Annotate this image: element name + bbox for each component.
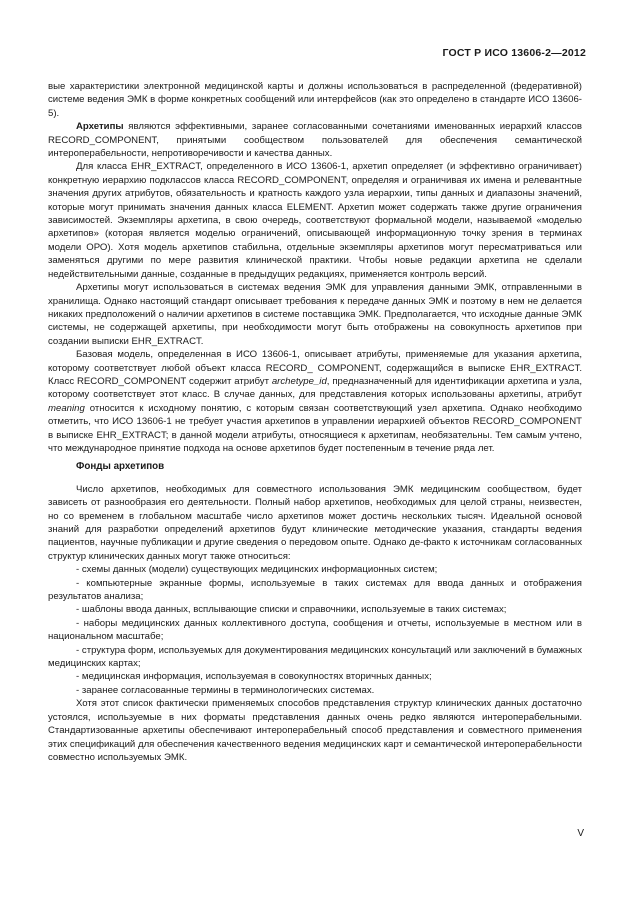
paragraph-conclusion: Хотя этот список фактически применяемых способов представления структур клинических данных достаточно устоялся, используемые в них форматы представления данных очень редко являются интероперабельными. Стандартизованные архетипы обеспечивают интероперабельный способ представления и совместного применения этих спецификаций для обеспечения качественного ведения медицинских карт и семантической интероперабельности совместно используемых ЭМК. [48, 698, 582, 763]
paragraph-text: относится к исходному понятию, с которым связан соответствующий узел архетипа. Однако необходимо отметить, что ИСО 13606-1 не требует участия архетипов в управлении иерархией объектов RECORD_COMPONENT в выписке EHR_EXTRACT; в данной модели атрибуты, относящиеся к архетипам, необязательны. Тем самым учтено, что международное принятие подхода на основе архетипов будет постепенным в течение ряда лет. [48, 402, 582, 454]
paragraph-archetype-usage: Архетипы могут использоваться в системах ведения ЭМК для управления данными ЭМК, отправленными в хранилища. Однако настоящий стандарт описывает требования к передаче данных ЭМК и поэтому в нем не делается никаких предположений о наличии архетипов в системе поставщика ЭМК. Предполагается, что исходные данные ЭМК системы, не содержащей архетипы, при необходимости могут быть отображены на совокупность архетипов при создании выписки EHR_EXTRACT. [48, 282, 582, 347]
paragraph-archetype-count: Число архетипов, необходимых для совместного использования ЭМК медицинским сообществом, будет зависеть от разнообразия его деятельности. Полный набор архетипов, необходимых для целой страны, неизвестен, но со временем в глобальном масштабе число архетипов может достичь нескольких тысяч. Идеальной основой знаний для разработки определений архетипов будут клинические методические указания, стандарты ведения пациентов, научные публикации и другие сведения о передовом опыте. Однако де-факто к источникам согласованных структур клинических данных могут также относиться: [48, 483, 582, 562]
list-item: - схемы данных (модели) существующих медицинских информационных систем; [76, 564, 438, 576]
paragraph-text: являются эффективными, заранее согласованными сочетаниями именованных иерархий классов RECORD_COMPONENT, принятыми сообществом пользователей для обеспечения семантической интероперабельности, непротиворечивости и качества данных. [48, 121, 582, 160]
list-item: - заранее согласованные термины в терминологических системах. [76, 684, 375, 696]
attribute-meaning: meaning [48, 402, 85, 414]
list-item: - структура форм, используемых для документирования медицинских консультаций или заключений в бумажных медицинских картах; [48, 644, 582, 670]
paragraph-archetypes-definition [48, 120, 582, 160]
section-heading: Фонды архетипов [76, 461, 165, 473]
paragraph-text: Базовая модель, определенная в ИСО 13606-1, описывает атрибуты, применяемые для указания архетипа, которому соответствует любой объект класса RECORD_ COMPONENT, содержащийся в выписке EHR_EXTRACT. Класс RECORD_COMPONENT содержит атрибут [48, 349, 582, 387]
paragraph-ehr-extract: Для класса EHR_EXTRACT, определенного в ИСО 13606-1, архетип определяет (и эффективно ограничивает) конкретную иерархию подклассов класса RECORD_COMPONENT, определяя и ограничивая их имена и релевантные значения других атрибутов, обязательность и кратность каждого узла иерархии, типы данных и диапазоны значений, которые могут принимать значения данных класса ELEMENT. Архетип может содержать также другие ограничения зависимостей. Экземпляры архетипа, в свою очередь, соответствуют формальной модели, называемой «моделью архетипов» (которая является моделью ограничений, описывающей информационную точку зрения в терминах модели ОРО). Хотя модель архетипов стабильна, отдельные экземпляры архетипов могут пересматриваться или заменяться другими по мере развития клинической практики. Чтобы новые редакции архетипа не сделали недействительными данные, созданные в предыдущих редакциях, применяется контроль версий. [48, 161, 582, 280]
document-header: ГОСТ Р ИСО 13606-2—2012 [442, 47, 586, 59]
attribute-archetype-id: archetype_id [271, 375, 327, 387]
list-item: - медицинская информация, используемая в совокупностях вторичных данных; [76, 671, 432, 683]
paragraph-text: , предназначенный для идентификации архетипа и узла, которому соответствует этот класс. В случае данных, для представления которых использованы архетипы, атрибут [48, 375, 582, 401]
term-archetypes: Архетипы [76, 121, 124, 133]
document-body [48, 80, 582, 764]
page-number: V [577, 828, 584, 839]
paragraph-base-model [48, 348, 582, 455]
list-item: - наборы медицинских данных коллективного доступа, сообщения и отчеты, используемые в местном или в национальном масштабе; [48, 617, 582, 643]
paragraph-continuation: вые характеристики электронной медицинской карты и должны использоваться в распределенной (федеративной) системе ведения ЭМК в форме конкретных сообщений или интерфейсов (как это определено в стандарте ИСО 13606-5). [48, 81, 582, 119]
list-item: - шаблоны ввода данных, всплывающие списки и справочники, используемые в таких системах; [76, 604, 507, 616]
list-item: - компьютерные экранные формы, используемые в таких системах для ввода данных и отображения результатов анализа; [48, 577, 582, 603]
